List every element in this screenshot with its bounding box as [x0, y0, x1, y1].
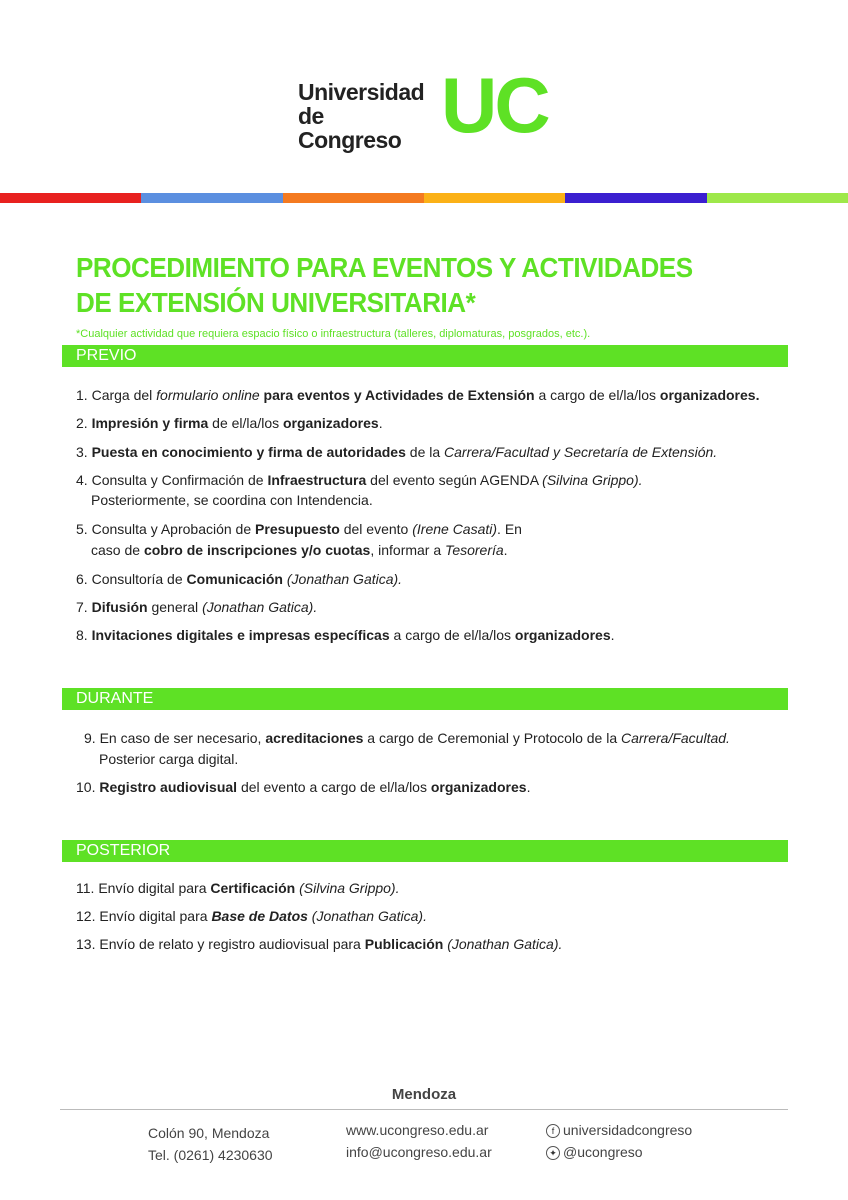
list-item: 13. Envío de relato y registro audiovisual para Publicación (Jonathan Gatica). [76, 936, 563, 952]
list-item: 3. Puesta en conocimiento y firma de autoridades de la Carrera/Facultad y Secretaría de Extensión. [76, 444, 718, 460]
twitter-icon: ✦ [546, 1146, 560, 1160]
list-item: 10. Registro audiovisual del evento a cargo de el/la/los organizadores. [76, 779, 531, 795]
section-previo: PREVIO [62, 345, 788, 367]
list-item-continuation: Posterior carga digital. [99, 751, 239, 767]
list-item: 4. Consulta y Confirmación de Infraestructura del evento según AGENDA (Silvina Grippo). [76, 472, 643, 488]
list-item: 2. Impresión y firma de el/la/los organizadores. [76, 415, 383, 431]
list-item: 9. En caso de ser necesario, acreditaciones a cargo de Ceremonial y Protocolo de la Carrera/Facultad. [84, 730, 730, 746]
footer-facebook[interactable] [546, 1119, 692, 1141]
logo-line-2: de Congreso [298, 103, 402, 153]
footer-website-link[interactable]: www.ucongreso.edu.ar [346, 1122, 489, 1138]
list-item: 11. Envío digital para Certificación (Silvina Grippo). [76, 880, 400, 896]
logo-mark: UC [441, 61, 548, 149]
stripe-yellow [424, 193, 565, 203]
footer-city: Mendoza [391, 1086, 457, 1103]
list-item: 6. Consultoría de Comunicación (Jonathan Gatica). [76, 571, 403, 587]
list-item: 5. Consulta y Aprobación de Presupuesto del evento (Irene Casati). En [76, 521, 522, 537]
footer-address: Colón 90, Mendoza [148, 1125, 270, 1141]
list-item: 7. Difusión general (Jonathan Gatica). [76, 599, 318, 615]
facebook-handle: universidadcongreso [563, 1122, 693, 1138]
footer-divider [60, 1109, 788, 1110]
twitter-handle: @ucongreso [563, 1144, 643, 1160]
section-durante: DURANTE [62, 688, 788, 710]
list-item-continuation: caso de cobro de inscripciones y/o cuotas, informar a Tesorería. [91, 542, 508, 558]
stripe-orange [283, 193, 424, 203]
stripe-red [0, 193, 141, 203]
footer-web [346, 1119, 492, 1163]
footer-contact [148, 1122, 273, 1166]
title-line-1: PROCEDIMIENTO PARA EVENTOS Y ACTIVIDADES [76, 252, 693, 283]
footer-twitter[interactable] [546, 1141, 692, 1163]
title-line-2: DE EXTENSIÓN UNIVERSITARIA* [76, 287, 476, 318]
logo-wordmark [298, 80, 424, 152]
footnote: *Cualquier actividad que requiera espacio físico o infraestructura (talleres, diplomaturas, posgrados, etc.). [76, 328, 591, 340]
facebook-icon: f [546, 1124, 560, 1138]
list-item: 1. Carga del formulario online para eventos y Actividades de Extensión a cargo de el/la/los organizadores. [76, 387, 760, 403]
footer-phone: Tel. (0261) 4230630 [148, 1147, 273, 1163]
color-stripe [0, 193, 848, 203]
footer-social [546, 1119, 692, 1163]
list-item: 8. Invitaciones digitales e impresas específicas a cargo de el/la/los organizadores. [76, 627, 615, 643]
stripe-lime [707, 193, 848, 203]
section-posterior: POSTERIOR [62, 840, 788, 862]
stripe-blue [141, 193, 282, 203]
list-item-continuation: Posteriormente, se coordina con Intendencia. [91, 492, 373, 508]
footer-email-link[interactable]: info@ucongreso.edu.ar [346, 1144, 492, 1160]
stripe-indigo [565, 193, 706, 203]
document-title [76, 250, 693, 320]
logo-line-1: Universidad [298, 79, 425, 105]
list-item: 12. Envío digital para Base de Datos (Jonathan Gatica). [76, 908, 427, 924]
